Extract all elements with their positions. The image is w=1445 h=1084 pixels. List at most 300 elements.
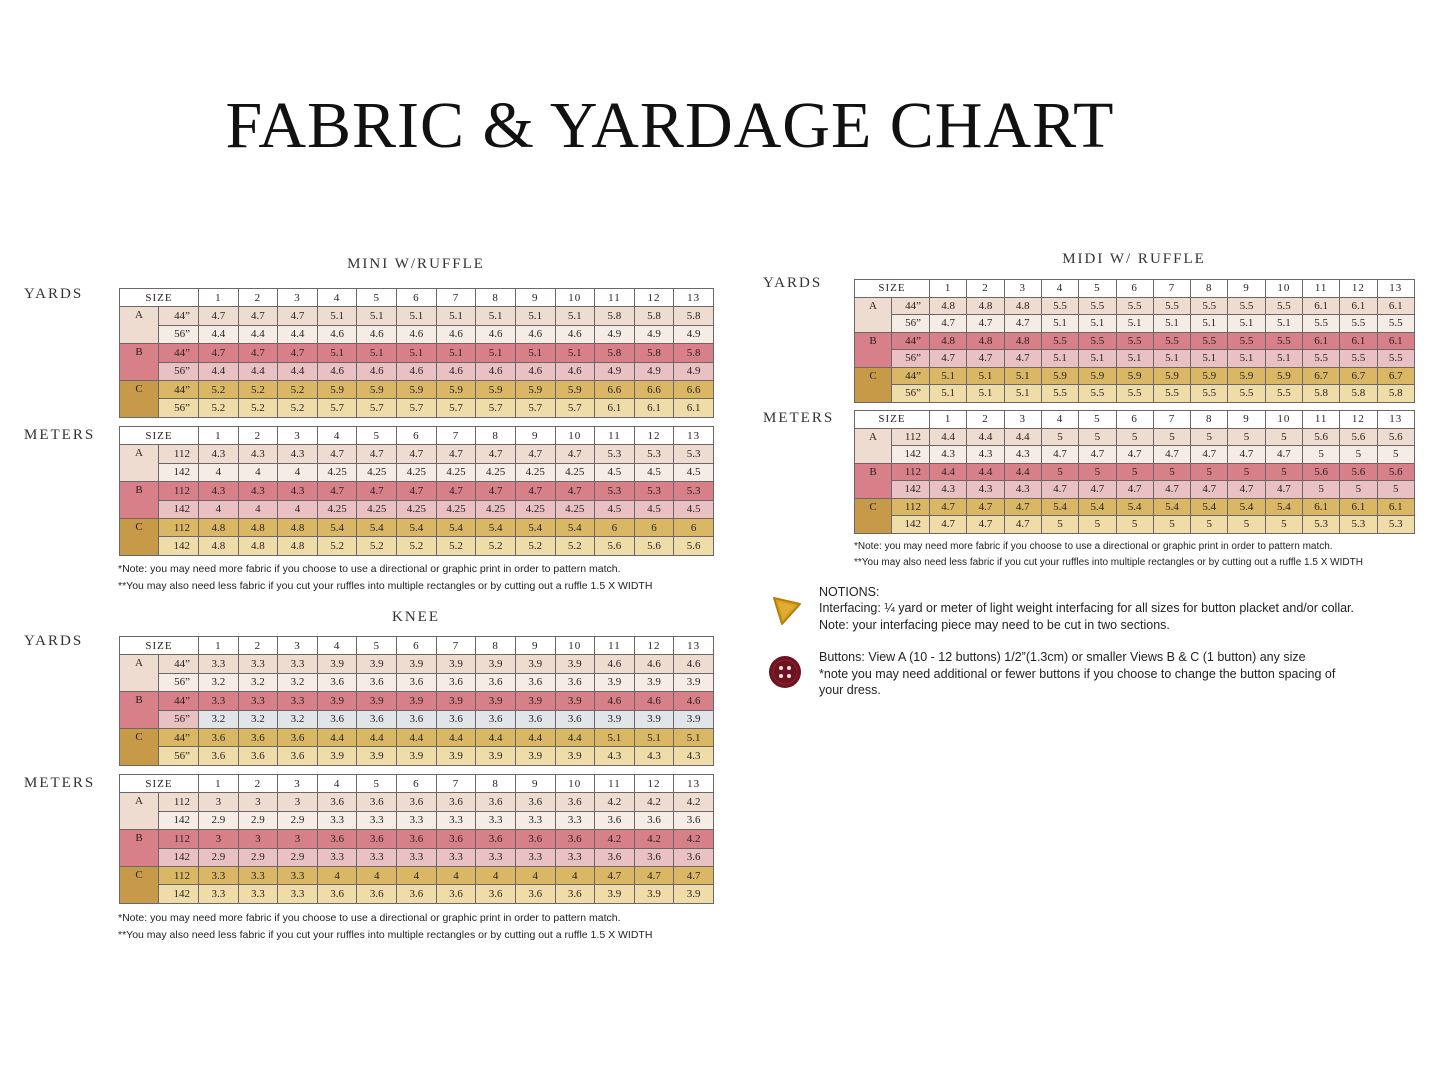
- fabric-width-cell: 56”: [159, 673, 199, 691]
- fabric-width-cell: 112: [892, 463, 930, 481]
- yardage-cell: 3.9: [555, 747, 595, 765]
- yardage-cell: 3.9: [595, 710, 635, 728]
- yardage-cell: 4.25: [515, 500, 555, 518]
- yardage-cell: 5.6: [1340, 463, 1377, 481]
- mini-yards-table: [119, 288, 714, 418]
- yardage-cell: 6.1: [1340, 332, 1377, 350]
- size-header: SIZE: [120, 775, 199, 793]
- yardage-cell: 4.6: [357, 325, 397, 343]
- knee-yards-table: [119, 636, 714, 766]
- yardage-cell: 4.2: [674, 793, 714, 811]
- table-row: [120, 655, 714, 673]
- yardage-cell: 3.6: [357, 673, 397, 691]
- yardage-cell: 5: [1079, 516, 1116, 534]
- size-column-header: 13: [1377, 411, 1414, 429]
- yardage-cell: 5.1: [595, 728, 635, 746]
- yardage-cell: 4.8: [1004, 332, 1041, 350]
- size-column-header: 13: [674, 637, 714, 655]
- yardage-cell: 3.6: [357, 793, 397, 811]
- yardage-cell: 5.1: [967, 367, 1004, 385]
- size-column-header: 11: [1302, 411, 1339, 429]
- yardage-cell: 5: [1302, 481, 1339, 499]
- yardage-cell: 4.7: [436, 482, 476, 500]
- yardage-cell: 4.4: [1004, 428, 1041, 446]
- table-row: [855, 498, 1415, 516]
- size-column-header: 9: [515, 637, 555, 655]
- size-column-header: 4: [317, 775, 357, 793]
- yardage-cell: 3.6: [674, 848, 714, 866]
- yardage-cell: 4.25: [555, 500, 595, 518]
- yardage-cell: 5.4: [515, 518, 555, 536]
- size-column-header: 12: [634, 289, 674, 307]
- view-label: C: [855, 367, 892, 402]
- yardage-cell: 4.9: [634, 362, 674, 380]
- yardage-cell: 4.4: [397, 728, 437, 746]
- yardage-cell: 5.8: [1377, 385, 1414, 403]
- size-column-header: 3: [1004, 280, 1041, 298]
- yardage-cell: 5.9: [357, 380, 397, 398]
- size-column-header: 7: [1153, 411, 1190, 429]
- size-column-header: 11: [1302, 280, 1339, 298]
- yardage-cell: 4: [199, 463, 239, 481]
- yardage-cell: 3.6: [397, 793, 437, 811]
- yardage-cell: 3.2: [199, 710, 239, 728]
- yardage-cell: 3.3: [238, 866, 278, 884]
- table-row: [120, 692, 714, 710]
- yardage-cell: 4.2: [595, 830, 635, 848]
- yardage-cell: 4.7: [1041, 446, 1078, 464]
- yardage-cell: 5.6: [1377, 428, 1414, 446]
- yardage-cell: 3.3: [199, 692, 239, 710]
- yardage-cell: 5: [1041, 463, 1078, 481]
- yardage-cell: 3.6: [555, 830, 595, 848]
- yardage-cell: 3.6: [436, 793, 476, 811]
- yardage-cell: 5.5: [1265, 332, 1302, 350]
- table-row: [120, 380, 714, 398]
- yardage-cell: 5: [1302, 446, 1339, 464]
- yardage-cell: 4.7: [199, 344, 239, 362]
- yardage-cell: 5.5: [1116, 385, 1153, 403]
- yardage-cell: 4.4: [1004, 463, 1041, 481]
- yardage-cell: 5: [1116, 516, 1153, 534]
- yardage-cell: 4.7: [238, 307, 278, 325]
- fabric-width-cell: 44”: [159, 655, 199, 673]
- yardage-cell: 4.7: [1004, 498, 1041, 516]
- yardage-cell: 4: [515, 866, 555, 884]
- size-column-header: 6: [397, 289, 437, 307]
- yardage-cell: 5.7: [397, 399, 437, 417]
- yardage-cell: 3.9: [357, 747, 397, 765]
- size-column-header: 12: [1340, 280, 1377, 298]
- size-column-header: 8: [476, 637, 516, 655]
- yardage-cell: 5.2: [238, 399, 278, 417]
- yardage-cell: 4.5: [674, 463, 714, 481]
- yardage-cell: 3.3: [357, 811, 397, 829]
- yardage-cell: 3.3: [238, 885, 278, 903]
- yardage-cell: 4.3: [1004, 446, 1041, 464]
- yardage-cell: 5.4: [476, 518, 516, 536]
- yardage-cell: 5: [1340, 481, 1377, 499]
- yardage-cell: 3.9: [515, 692, 555, 710]
- yardage-cell: 4.7: [967, 516, 1004, 534]
- yardage-cell: 6.7: [1302, 367, 1339, 385]
- yardage-cell: 6.1: [1340, 498, 1377, 516]
- size-column-header: 6: [397, 775, 437, 793]
- yardage-cell: 6.1: [1302, 297, 1339, 315]
- yardage-cell: 5.5: [1041, 297, 1078, 315]
- size-column-header: 7: [1153, 280, 1190, 298]
- size-column-header: 11: [595, 775, 635, 793]
- yardage-cell: 4.4: [436, 728, 476, 746]
- yardage-cell: 4.4: [317, 728, 357, 746]
- yardage-cell: 6.6: [595, 380, 635, 398]
- fabric-width-cell: 56”: [892, 350, 930, 368]
- fabric-width-cell: 44”: [159, 344, 199, 362]
- yardage-cell: 4.7: [930, 315, 967, 333]
- yardage-cell: 5: [1153, 428, 1190, 446]
- yardage-cell: 3.9: [634, 885, 674, 903]
- yardage-cell: 5.2: [357, 537, 397, 555]
- notions-heading: NOTIONS:: [819, 585, 880, 599]
- yardage-cell: 3.9: [634, 673, 674, 691]
- fabric-width-cell: 112: [159, 830, 199, 848]
- size-column-header: 2: [238, 775, 278, 793]
- yardage-cell: 5.7: [515, 399, 555, 417]
- yardage-cell: 3.6: [357, 885, 397, 903]
- yardage-cell: 5.3: [1340, 516, 1377, 534]
- yardage-cell: 3.6: [595, 811, 635, 829]
- yardage-cell: 3.3: [555, 848, 595, 866]
- size-header: SIZE: [120, 289, 199, 307]
- table-row: [855, 385, 1415, 403]
- yardage-cell: 4.3: [1004, 481, 1041, 499]
- yardage-cell: 4.4: [199, 362, 239, 380]
- yardage-cell: 4.3: [199, 482, 239, 500]
- fabric-width-cell: 112: [159, 866, 199, 884]
- yardage-cell: 3.3: [278, 885, 318, 903]
- yardage-cell: 5.5: [1340, 315, 1377, 333]
- yardage-cell: 4.25: [317, 463, 357, 481]
- yardage-cell: 5.1: [436, 307, 476, 325]
- table-row: [120, 747, 714, 765]
- yardage-cell: 5.1: [1041, 350, 1078, 368]
- yardage-cell: 4.7: [1079, 481, 1116, 499]
- size-header: SIZE: [855, 280, 930, 298]
- view-label: A: [120, 445, 159, 482]
- yardage-cell: 3.6: [238, 747, 278, 765]
- yardage-cell: 4.8: [930, 297, 967, 315]
- yardage-cell: 4: [199, 500, 239, 518]
- yardage-cell: 4.3: [278, 482, 318, 500]
- yardage-cell: 3: [199, 793, 239, 811]
- yardage-cell: 4.25: [515, 463, 555, 481]
- yardage-cell: 3.9: [357, 692, 397, 710]
- size-column-header: 4: [317, 427, 357, 445]
- size-column-header: 6: [1116, 280, 1153, 298]
- fabric-width-cell: 56”: [159, 399, 199, 417]
- view-label: B: [120, 482, 159, 519]
- midi-section-title: MIDI W/ RUFFLE: [1062, 251, 1206, 267]
- knee-note-ruffle: **You may also need less fabric if you cut your ruffles into multiple rectangles or by cutting out a ruffle 1.5 X WIDTH: [118, 929, 653, 941]
- yardage-cell: 4.5: [634, 500, 674, 518]
- yardage-cell: 4.25: [397, 463, 437, 481]
- yardage-cell: 3.3: [199, 885, 239, 903]
- yardage-cell: 5.9: [317, 380, 357, 398]
- yardage-cell: 3.3: [238, 692, 278, 710]
- yardage-cell: 3.6: [634, 811, 674, 829]
- yardage-cell: 5: [1116, 463, 1153, 481]
- size-column-header: 6: [1116, 411, 1153, 429]
- size-header: SIZE: [120, 637, 199, 655]
- yardage-cell: 5: [1191, 428, 1228, 446]
- yardage-cell: 4.7: [1153, 446, 1190, 464]
- yardage-cell: 5: [1191, 463, 1228, 481]
- yardage-cell: 4.4: [278, 362, 318, 380]
- yardage-cell: 2.9: [238, 848, 278, 866]
- fabric-width-cell: 112: [892, 498, 930, 516]
- yardage-cell: 6: [634, 518, 674, 536]
- knee-yards-label: YARDS: [24, 633, 84, 649]
- size-column-header: 10: [1265, 411, 1302, 429]
- yardage-cell: 3.3: [238, 655, 278, 673]
- yardage-cell: 5.9: [476, 380, 516, 398]
- yardage-cell: 5: [1153, 463, 1190, 481]
- yardage-cell: 6.1: [1302, 498, 1339, 516]
- yardage-cell: 4.6: [515, 325, 555, 343]
- fabric-width-cell: 112: [159, 445, 199, 463]
- fabric-width-cell: 142: [892, 481, 930, 499]
- yardage-cell: 4.4: [476, 728, 516, 746]
- yardage-cell: 5.1: [674, 728, 714, 746]
- view-label: A: [855, 297, 892, 332]
- yardage-cell: 4.5: [595, 463, 635, 481]
- yardage-cell: 4.4: [930, 463, 967, 481]
- yardage-cell: 4.25: [357, 500, 397, 518]
- yardage-cell: 4.9: [634, 325, 674, 343]
- yardage-cell: 5.3: [1302, 516, 1339, 534]
- yardage-cell: 5.9: [1265, 367, 1302, 385]
- mini-section-title: MINI W/RUFFLE: [347, 256, 485, 272]
- fabric-width-cell: 56”: [892, 385, 930, 403]
- yardage-cell: 5.1: [967, 385, 1004, 403]
- size-column-header: 7: [436, 289, 476, 307]
- view-label: B: [120, 830, 159, 867]
- yardage-cell: 4.7: [634, 866, 674, 884]
- yardage-cell: 4.6: [317, 325, 357, 343]
- size-column-header: 2: [967, 411, 1004, 429]
- yardage-cell: 4.4: [515, 728, 555, 746]
- yardage-cell: 5.5: [1079, 332, 1116, 350]
- yardage-cell: 4.7: [397, 445, 437, 463]
- yardage-cell: 5.4: [1265, 498, 1302, 516]
- size-column-header: 3: [278, 637, 318, 655]
- view-label: B: [120, 344, 159, 381]
- yardage-cell: 4.5: [634, 463, 674, 481]
- size-column-header: 10: [555, 637, 595, 655]
- yardage-cell: 3.6: [397, 830, 437, 848]
- yardage-cell: 3.9: [317, 655, 357, 673]
- size-column-header: 3: [278, 775, 318, 793]
- yardage-cell: 5.4: [1228, 498, 1265, 516]
- yardage-cell: 6.1: [1340, 297, 1377, 315]
- table-row: [120, 307, 714, 325]
- yardage-cell: 5: [1228, 428, 1265, 446]
- size-column-header: 1: [930, 280, 967, 298]
- knee-note-directional: *Note: you may need more fabric if you choose to use a directional or graphic print in order to pattern match.: [118, 912, 621, 924]
- table-row: [120, 344, 714, 362]
- yardage-cell: 3.3: [397, 848, 437, 866]
- yardage-cell: 4.7: [1265, 481, 1302, 499]
- fabric-width-cell: 44”: [159, 728, 199, 746]
- yardage-cell: 4.25: [555, 463, 595, 481]
- yardage-cell: 5.6: [1302, 428, 1339, 446]
- knee-meters-table: [119, 774, 714, 904]
- size-column-header: 9: [515, 289, 555, 307]
- yardage-cell: 5.6: [595, 537, 635, 555]
- yardage-cell: 5.5: [1116, 332, 1153, 350]
- table-row: [855, 516, 1415, 534]
- size-column-header: 11: [595, 637, 635, 655]
- yardage-cell: 4.7: [1004, 315, 1041, 333]
- yardage-cell: 4.6: [555, 325, 595, 343]
- yardage-cell: 3.9: [317, 747, 357, 765]
- size-column-header: 8: [476, 289, 516, 307]
- yardage-cell: 4.3: [674, 747, 714, 765]
- yardage-cell: 5.4: [397, 518, 437, 536]
- yardage-cell: 4.7: [199, 307, 239, 325]
- yardage-cell: 3.9: [476, 692, 516, 710]
- fabric-width-cell: 112: [159, 793, 199, 811]
- yardage-cell: 3.6: [436, 830, 476, 848]
- yardage-cell: 2.9: [199, 811, 239, 829]
- view-label: C: [855, 498, 892, 533]
- yardage-cell: 4.6: [634, 655, 674, 673]
- yardage-cell: 6.6: [634, 380, 674, 398]
- yardage-cell: 4.5: [674, 500, 714, 518]
- yardage-cell: 3: [278, 830, 318, 848]
- yardage-cell: 4.4: [967, 463, 1004, 481]
- yardage-cell: 3.6: [476, 830, 516, 848]
- view-label: B: [855, 332, 892, 367]
- yardage-cell: 4: [278, 500, 318, 518]
- page-title: FABRIC & YARDAGE CHART: [225, 89, 1115, 162]
- yardage-cell: 5.8: [1340, 385, 1377, 403]
- yardage-cell: 5.1: [1004, 367, 1041, 385]
- table-row: [855, 446, 1415, 464]
- yardage-cell: 4.6: [515, 362, 555, 380]
- view-label: C: [120, 866, 159, 903]
- size-header: SIZE: [120, 427, 199, 445]
- yardage-cell: 5.1: [1116, 315, 1153, 333]
- size-column-header: 3: [278, 289, 318, 307]
- yardage-cell: 5.4: [1191, 498, 1228, 516]
- size-column-header: 9: [1228, 280, 1265, 298]
- yardage-cell: 3.3: [317, 848, 357, 866]
- yardage-cell: 4.7: [515, 445, 555, 463]
- size-column-header: 2: [967, 280, 1004, 298]
- size-column-header: 3: [1004, 411, 1041, 429]
- yardage-cell: 3.3: [357, 848, 397, 866]
- yardage-cell: 4: [555, 866, 595, 884]
- table-row: [120, 325, 714, 343]
- table-row: [120, 673, 714, 691]
- fabric-width-cell: 56”: [159, 325, 199, 343]
- yardage-cell: 4.6: [595, 655, 635, 673]
- yardage-cell: 5.2: [555, 537, 595, 555]
- view-label: A: [120, 655, 159, 692]
- yardage-cell: 5.9: [436, 380, 476, 398]
- fabric-width-cell: 56”: [892, 315, 930, 333]
- yardage-cell: 4.3: [930, 481, 967, 499]
- yardage-cell: 5.9: [1116, 367, 1153, 385]
- yardage-cell: 4.7: [278, 344, 318, 362]
- yardage-cell: 3.9: [436, 747, 476, 765]
- view-label: A: [120, 793, 159, 830]
- yardage-cell: 4.7: [1191, 481, 1228, 499]
- yardage-cell: 3.9: [555, 655, 595, 673]
- yardage-cell: 4.25: [357, 463, 397, 481]
- yardage-cell: 5.2: [476, 537, 516, 555]
- yardage-cell: 5.1: [1153, 315, 1190, 333]
- yardage-cell: 3.6: [317, 885, 357, 903]
- yardage-cell: 3.6: [317, 793, 357, 811]
- view-label: C: [120, 728, 159, 765]
- size-column-header: 4: [1041, 280, 1078, 298]
- view-label: C: [120, 380, 159, 417]
- table-row: [120, 710, 714, 728]
- yardage-cell: 5.5: [1079, 385, 1116, 403]
- yardage-cell: 4.7: [1265, 446, 1302, 464]
- yardage-cell: 5.8: [595, 344, 635, 362]
- yardage-cell: 2.9: [238, 811, 278, 829]
- yardage-cell: 5.4: [1041, 498, 1078, 516]
- yardage-cell: 5.1: [1265, 315, 1302, 333]
- yardage-cell: 5.2: [397, 537, 437, 555]
- table-row: [120, 885, 714, 903]
- size-column-header: 1: [199, 637, 239, 655]
- yardage-cell: 2.9: [278, 848, 318, 866]
- size-column-header: 13: [1377, 280, 1414, 298]
- yardage-cell: 6.7: [1340, 367, 1377, 385]
- yardage-cell: 3.6: [317, 673, 357, 691]
- yardage-cell: 5.5: [1302, 350, 1339, 368]
- yardage-cell: 4: [238, 463, 278, 481]
- yardage-cell: 3.6: [595, 848, 635, 866]
- yardage-cell: 3.6: [436, 885, 476, 903]
- table-row: [855, 428, 1415, 446]
- yardage-cell: 5.1: [515, 307, 555, 325]
- table-row: [120, 500, 714, 518]
- table-row: [120, 537, 714, 555]
- yardage-cell: 5.1: [1153, 350, 1190, 368]
- size-column-header: 13: [674, 775, 714, 793]
- yardage-cell: 5.1: [515, 344, 555, 362]
- yardage-cell: 3.6: [515, 793, 555, 811]
- yardage-cell: 4.4: [967, 428, 1004, 446]
- size-column-header: 1: [199, 775, 239, 793]
- yardage-cell: 5.8: [1302, 385, 1339, 403]
- size-column-header: 10: [1265, 280, 1302, 298]
- yardage-cell: 4.2: [595, 793, 635, 811]
- yardage-cell: 6.6: [674, 380, 714, 398]
- yardage-cell: 4.3: [967, 481, 1004, 499]
- yardage-cell: 3.2: [199, 673, 239, 691]
- yardage-cell: 5.9: [1228, 367, 1265, 385]
- yardage-cell: 5.5: [1191, 297, 1228, 315]
- yardage-cell: 5.1: [476, 344, 516, 362]
- notions-interfacing-note: Note: your interfacing piece may need to be cut in two sections.: [819, 618, 1170, 632]
- yardage-cell: 4.7: [476, 445, 516, 463]
